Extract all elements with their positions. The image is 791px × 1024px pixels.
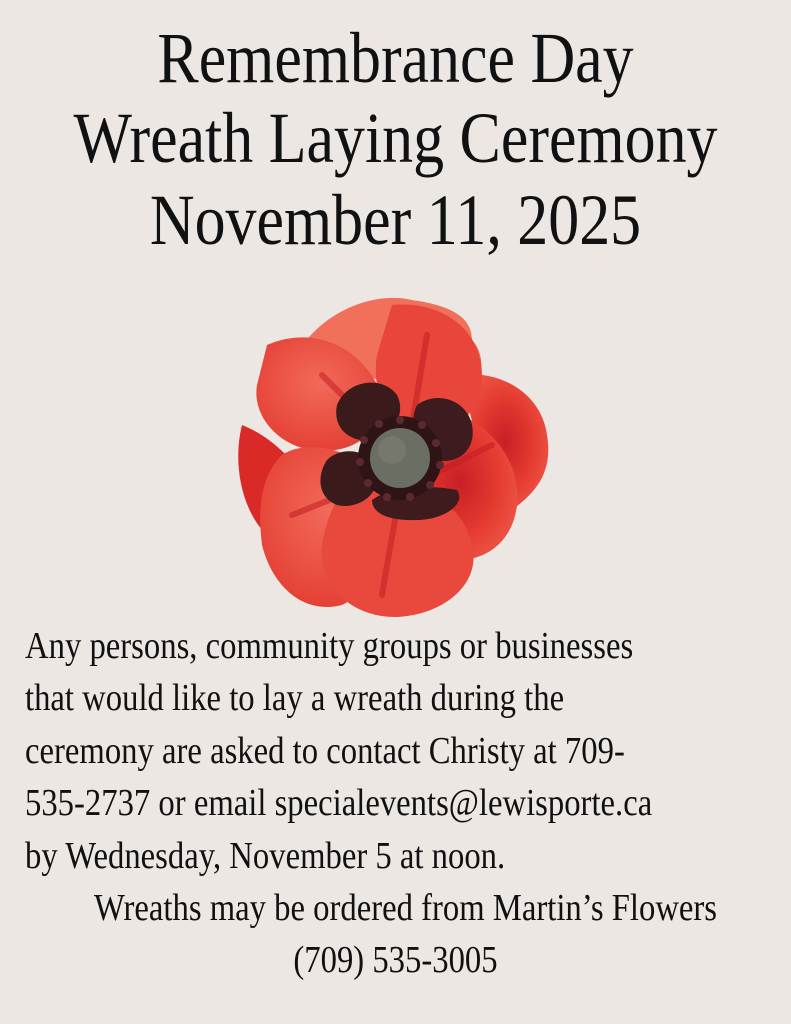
body-text-line: Any persons, community groups or businesses [25, 625, 634, 667]
order-phone-number: (709) 535-3005 [293, 939, 498, 981]
body-text-line: ceremony are asked to contact Christy at 709- [25, 730, 625, 772]
body-text-line: 535-2737 or email specialevents@lewisporte.ca [25, 782, 653, 824]
poppy-icon [232, 285, 554, 620]
body-text-line: that would like to lay a wreath during the [25, 677, 565, 719]
title-date: November 11, 2025 [149, 180, 642, 260]
body-text-line: by Wednesday, November 5 at noon. [25, 835, 506, 877]
order-info-text: Wreaths may be ordered from Martin’s Flowers [93, 887, 718, 929]
title-line-1: Remembrance Day [157, 18, 634, 98]
title-line-2: Wreath Laying Ceremony [73, 98, 718, 178]
